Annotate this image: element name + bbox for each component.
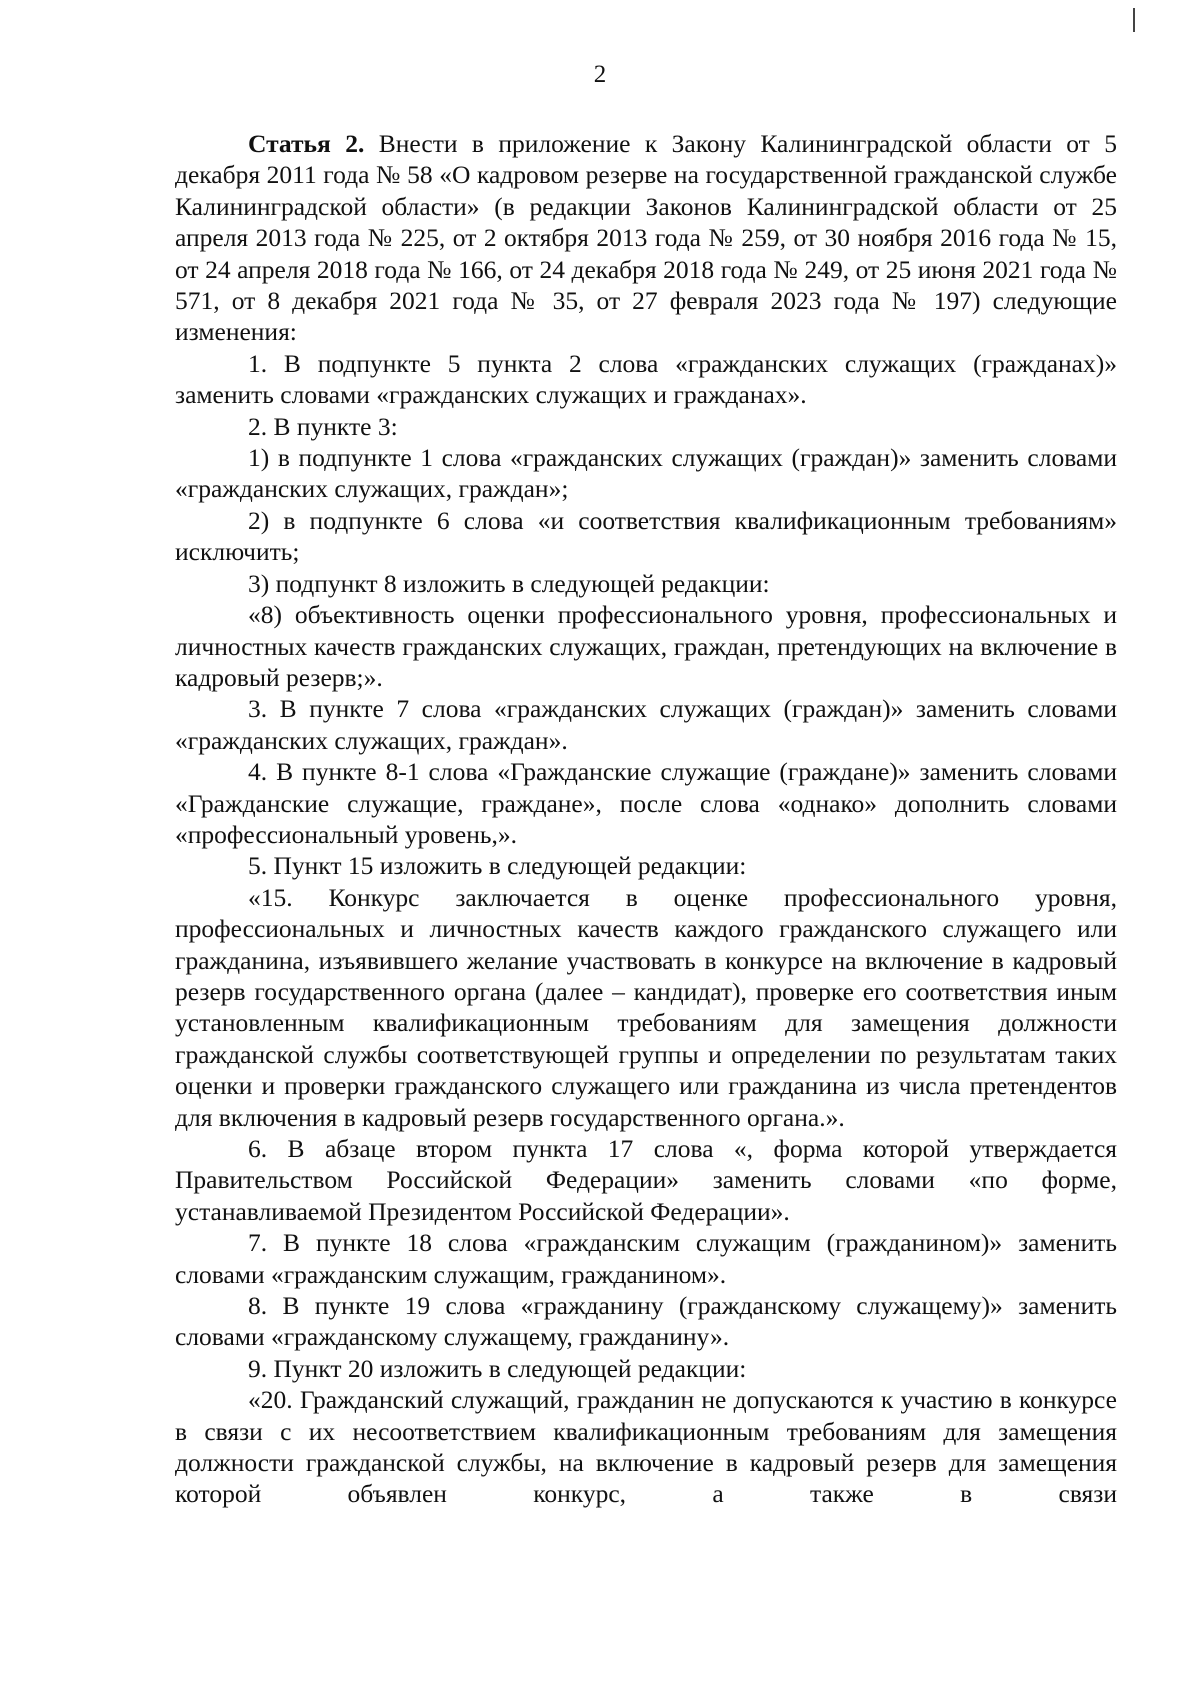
item-4-paragraph: 4. В пункте 8-1 слова «Гражданские служащие (граждане)» заменить словами «Гражданские служащие, граждане», после слова «однако» дополнить словами «профессиональный уровень,». [175, 757, 1117, 849]
page-edge-mark [1133, 8, 1135, 32]
subitem-2-2-paragraph: 2) в подпункте 6 слова «и соответствия квалификационным требованиям» исключить; [175, 505, 1117, 567]
item-7-paragraph: 7. В пункте 18 слова «гражданским служащим (гражданином)» заменить словами «гражданским служащим, гражданином». [175, 1228, 1117, 1289]
clause-15-text-paragraph: «15. Конкурс заключается в оценке профессионального уровня, профессиональных и личностных качеств каждого гражданского служащего или гражданина, изъявившего желание участвовать в конкурсе на включение в кадровый резерв государственного органа (далее – кандидат), проверке его соответствия иным установленным квалификационным требованиям для замещения должности гражданской службы соответствующей группы и определении по результатам таких оценки и проверки гражданского служащего или гражданина из числа претендентов для включения в кадровый резерв государственного органа.». [175, 882, 1117, 1132]
page-number: 2 [593, 61, 607, 88]
item-2-paragraph: 2. В пункте 3: [248, 411, 398, 441]
item-9-paragraph: 9. Пункт 20 изложить в следующей редакции: [248, 1353, 747, 1383]
item-5-paragraph: 5. Пункт 15 изложить в следующей редакции: [248, 851, 747, 881]
clause-20-text-paragraph: «20. Гражданский служащий, гражданин не допускаются к участию в конкурсе в связи с их несоответствием квалификационным требованиям для замещения должности гражданской службы, на включение в кадровый резерв для замещения которой объявлен конкурс, а также в связи [175, 1385, 1117, 1509]
subitem-2-1-paragraph: 1) в подпункте 1 слова «гражданских служащих (граждан)» заменить словами «гражданских служащих, граждан»; [175, 443, 1117, 504]
subitem-2-3-paragraph: 3) подпункт 8 изложить в следующей редакции: [248, 568, 770, 598]
article-intro: Внести в приложение к Закону Калининградской области от 5 декабря 2011 года № 58 «О кадровом резерве на государственной гражданской службе Калининградской области» (в редакции Законов Калининградской области от 25 апреля 2013 года № 225, от 2 октября 2013 года № 259, от 30 ноября 2016 года № 15, от 24 апреля 2018 года № 166, от 24 декабря 2018 года № 249, от 25 июня 2021 года № 571, от 8 декабря 2021 года № 35, от 27 февраля 2023 года № 197) следующие изменения: [175, 129, 1117, 347]
item-3-paragraph: 3. В пункте 7 слова «гражданских служащих (граждан)» заменить словами «гражданских служащих, граждан». [175, 694, 1117, 755]
document-body [175, 128, 1117, 1510]
subitem-8-text-paragraph: «8) объективность оценки профессионального уровня, профессиональных и личностных качеств гражданских служащих, граждан, претендующих на включение в кадровый резерв;». [175, 600, 1117, 692]
item-6-paragraph: 6. В абзаце втором пункта 17 слова «, форма которой утверждается Правительством Российской Федерации» заменить словами «по форме, устанавливаемой Президентом Российской Федерации». [175, 1134, 1117, 1226]
item-1-paragraph: 1. В подпункте 5 пункта 2 слова «гражданских служащих (гражданах)» заменить словами «гражданских служащих и гражданах». [175, 348, 1117, 410]
item-8-paragraph: 8. В пункте 19 слова «гражданину (гражданскому служащему)» заменить словами «гражданскому служащему, гражданину». [175, 1291, 1117, 1352]
article-label: Статья 2. [248, 129, 365, 158]
article-2-paragraph [175, 128, 1117, 348]
